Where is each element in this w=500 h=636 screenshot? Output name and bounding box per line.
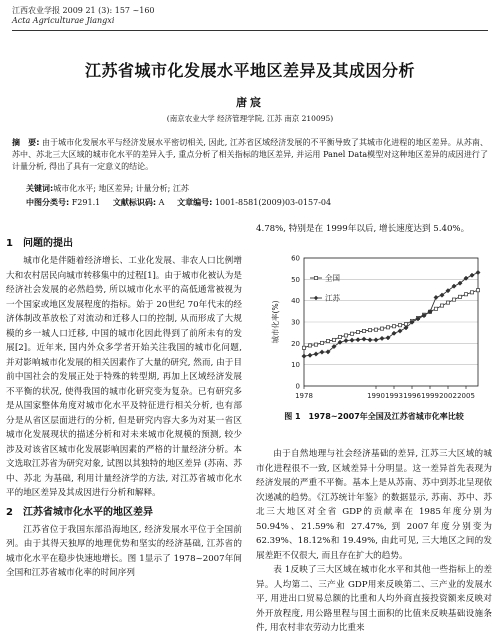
- x-tick-label: 2002: [439, 392, 457, 400]
- chart-labels: [270, 255, 475, 401]
- article-no-value: 1001-8581(2009)03-0157-04: [214, 198, 332, 207]
- series-point: [332, 338, 335, 341]
- series-point: [434, 295, 438, 299]
- series-point: [470, 273, 474, 277]
- series-point: [356, 338, 360, 342]
- section-1-title: 1 问题的提出: [6, 238, 73, 249]
- y-axis-label: 城市化率(%): [271, 300, 280, 344]
- series-point: [320, 341, 323, 344]
- x-tick-label: 1990: [367, 392, 385, 400]
- y-tick-label: 0: [295, 382, 300, 391]
- right-column-bottom: [256, 447, 492, 636]
- series-point: [356, 330, 359, 333]
- series-point: [308, 344, 311, 347]
- article-title: 江苏省城市化发展水平地区差异及其成因分析: [84, 61, 415, 80]
- article-author: 唐宸: [236, 96, 264, 109]
- series-point: [368, 338, 372, 342]
- header-rule: [12, 30, 488, 31]
- journal-line: 江西农业学报 2009 21 (3): 157 ~160: [12, 6, 155, 15]
- series-point: [362, 329, 365, 332]
- keywords-label: 关键词:: [26, 184, 54, 193]
- x-tick-label: 1993: [385, 392, 403, 400]
- series-point: [368, 329, 371, 332]
- y-tick-label: 30: [291, 318, 300, 327]
- abstract-text: 由于城市化发展水平与经济发展水平密切相关, 因此, 江苏省区域经济发展的不平衡导致了其城市化进程的地区差异。从苏南、苏中、苏北三大区域的城市化水平的差异入手, 重点分析了相关指标的地区差异, 并运用 Panel Data模型对这种地区差异的成因进行了计量分析, 得出了具有一定意义的结论。: [12, 138, 488, 171]
- series-point: [374, 338, 378, 342]
- series-point: [434, 307, 437, 310]
- series-point: [386, 326, 389, 329]
- classification-line: [26, 197, 331, 208]
- legend-label: 全国: [325, 273, 340, 283]
- journal-english-name: Acta Agriculturae Jiangxi: [12, 16, 115, 25]
- y-tick-label: 60: [291, 254, 300, 263]
- series-point: [302, 346, 305, 349]
- author-affiliation: (南京农业大学 经济管理学院, 江苏 南京 210095): [166, 114, 334, 123]
- series-point: [308, 353, 312, 357]
- series-point: [440, 304, 443, 307]
- doc-code-label: 文献标识码:: [112, 198, 157, 207]
- series-point: [374, 328, 377, 331]
- left-column: [6, 236, 242, 581]
- y-tick-label: 50: [291, 275, 300, 284]
- series-point: [470, 291, 473, 294]
- legend-label: 江苏: [325, 293, 340, 303]
- journal-header: [12, 6, 488, 26]
- section-1-text: 城市化是伴随着经济增长、工业化发展、非农人口比例增大和农村居民向城市转移集中的过程[1]。由于城市化被认为是经济社会发展的必然趋势, 所以城市化水平的高低通常被视为一个国家或地区发展程度的指标。始于 20世纪 70年代末的经济体制改革放松了对流动和迁移人口的控制, 从而形成了大规模的乡一城人口迁移, 中国的城市化因此得到了前所未有的发展[2]。近年来, 国内外众多学者开始关注我国的城市化问题, 并对影响城市化发展的相关因素作了大量的研究, 然而, 由于目前中国社会的发展正处于特殊的转型期, 再加上区域经济发展不平衡的状况, 使得我国的城市化研究变为复杂。已有研究多是从国家整体角度对城市化水平及特征进行相关分析, 也有部分是从省区层面进行的分析, 但是研究内容大多为对某一省区城市化发展现状的描述分析和对未来城市化规模的预测, 较少涉及对该省区城市化发展影响因素的严格的计量经济分析。本文选取江苏省为研究对象, 试图以其独特的地区差异 (苏南、苏中、苏北 为基础, 利用计量经济学的方法, 对江苏省城市化水平的地区差异及其成因进行分析和解释。: [6, 256, 242, 498]
- urbanization-line-chart: [256, 248, 492, 408]
- series-point: [398, 329, 402, 333]
- series-point: [338, 335, 341, 338]
- right-bottom-text-1: 由于自然地理与社会经济基础的差异, 江苏三大区域的城市化进程很不一致, 区域差异十分明显。这一差异首先表现为经济发展的严重不平衡。基本上是从苏南、苏中到苏北呈现依次递减的趋势。《江苏统计年鉴》的数据显示, 苏南、苏中、苏北三大地区对全省 GDP的贡献率在 1985年度分别为 50.94%、21.59%和 27.47%, 到 2007年度分别变为 62.39%、18.12%和 19.49%, 由此可见, 三大地区之间的发展差距不仅很大, 而且存在扩大的趋势。: [256, 449, 492, 561]
- series-point: [392, 325, 395, 328]
- legend-marker: [314, 276, 317, 279]
- abstract: [12, 137, 488, 173]
- series-point: [320, 350, 324, 354]
- chart-series: [302, 270, 480, 358]
- right-top-text: 4.78%, 特别是在 1999年以后, 增长速度达到 5.40%。: [256, 224, 470, 234]
- figure-caption: 图 1 1978~2007年全国及江苏省城市化率比较: [284, 412, 464, 421]
- series-point: [458, 295, 461, 298]
- abstract-label: 摘 要:: [12, 138, 40, 147]
- series-point: [350, 338, 354, 342]
- series-point: [398, 324, 401, 327]
- legend-marker: [314, 296, 318, 300]
- doc-code-value: A: [158, 198, 165, 207]
- right-column-top: [256, 222, 492, 237]
- right-bottom-text-2: 表 1反映了三大区域在城市化水平和其他一些指标上的差异。人均第二、三产业 GDP用来反映第二、三产业的发展水平, 用进出口贸易总额的比重和人均外商直接投资额来反映对外开放程度, 用公路里程与国土面积的比值来反映基础设施条件, 用农村非农劳动力比重来: [256, 565, 492, 633]
- series-point: [362, 337, 366, 341]
- series-point: [344, 334, 347, 337]
- series-point: [446, 301, 449, 304]
- series-point: [314, 352, 318, 356]
- y-tick-label: 20: [291, 339, 300, 348]
- series-point: [314, 343, 317, 346]
- x-tick-label: 2005: [457, 392, 475, 400]
- article-no-label: 文章编号:: [177, 198, 213, 207]
- series-point: [350, 332, 353, 335]
- keywords-text: 城市化水平; 地区差异; 计量分析; 江苏: [53, 184, 189, 193]
- x-tick-label: 1978: [295, 392, 313, 400]
- series-point: [380, 336, 384, 340]
- section-2-text: 江苏省位于我国东部沿海地区, 经济发展水平位于全国前列。由于其得天独厚的地理优势和坚实的经济基础, 江苏省的城市化水平在稳步快速地增长。图 1显示了 1978~2007年间全国和江苏省城市化率的时间序列: [6, 524, 242, 578]
- section-2-title: 2 江苏省城市化水平的地区差异: [6, 506, 153, 518]
- series-point: [452, 298, 455, 301]
- x-tick-label: 1996: [403, 392, 421, 400]
- series-point: [380, 327, 383, 330]
- series-point: [464, 293, 467, 296]
- y-tick-label: 10: [291, 361, 300, 370]
- series-point: [476, 289, 479, 292]
- series-point: [476, 270, 480, 274]
- clc-label: 中图分类号:: [26, 198, 70, 207]
- series-point: [326, 339, 329, 342]
- keywords: [26, 183, 189, 194]
- series-point: [302, 354, 306, 358]
- clc-value: F291.1: [71, 198, 101, 207]
- x-tick-label: 1999: [421, 392, 439, 400]
- series-point: [344, 338, 348, 342]
- y-tick-label: 40: [291, 297, 300, 306]
